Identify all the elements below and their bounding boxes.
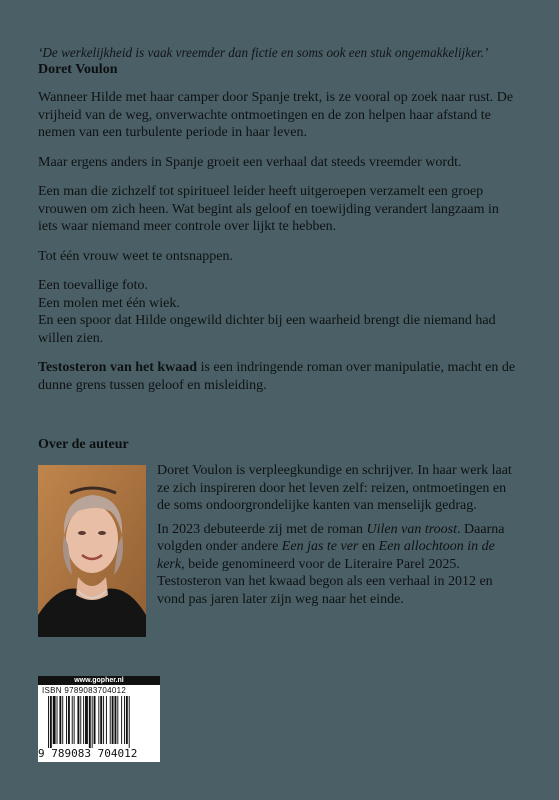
barcode-bar xyxy=(100,696,102,744)
blurb-line: Een molen met één wiek. xyxy=(38,295,180,311)
barcode-bars xyxy=(38,696,160,748)
author-photo xyxy=(38,465,146,637)
publisher-website: www.gopher.nl xyxy=(38,676,160,685)
author-bio xyxy=(157,462,519,614)
blurb-paragraph-3: Een man die zichzelf tot spiritueel leider heeft uitgeroepen verzamelt een groep vrouwen om zich heen. Wat begint als geloof en toewijding verandert langzaam in iets waar niemand meer controle over lijkt te hebben. xyxy=(38,184,499,234)
barcode-bar xyxy=(110,696,111,744)
barcode-bar xyxy=(57,696,58,744)
blurb-closing xyxy=(38,359,518,394)
barcode-bar xyxy=(94,696,96,744)
bio-paragraph-1: Doret Voulon is verpleegkundige en schrijver. In haar werk laat ze zich inspireren door het leven zelf: reizen, ontmoetingen en de soms ondoorgrondelijke kanten van menselijk gedrag. xyxy=(157,463,512,513)
quote-author: Doret Voulon xyxy=(38,62,118,77)
book-title-2: Een jas te ver xyxy=(281,539,359,554)
epigraph-quote: ‘De werkelijkheid is vaak vreemder dan fictie en soms ook een stuk ongemakkelijker.’ xyxy=(38,45,489,60)
isbn-barcode xyxy=(38,676,160,762)
barcode-digits: 9 789083 704012 xyxy=(38,747,138,760)
barcode-bar xyxy=(66,696,67,744)
blurb-line: Een toevallige foto. xyxy=(38,278,149,293)
barcode-bar xyxy=(50,696,52,748)
barcode-bar xyxy=(72,696,73,744)
barcode-bar xyxy=(129,696,130,748)
barcode-bar xyxy=(115,696,117,744)
bio-paragraph-3: Testosteron van het kwaad begon als een verhaal in 2012 en vond pas jaren later zijn weg naar het einde. xyxy=(157,574,493,607)
barcode-bar xyxy=(83,696,84,744)
about-author-heading: Over de auteur xyxy=(38,437,129,452)
blurb-paragraph-4: Tot één vrouw weet te ontsnappen. xyxy=(38,248,233,264)
barcode-bar xyxy=(74,696,75,744)
blurb-short-lines xyxy=(38,277,518,347)
barcode-bar xyxy=(59,696,61,744)
barcode-bar xyxy=(53,696,56,744)
bio-text: . Daarna volgden onder andere xyxy=(157,521,505,554)
book-title-1: Uilen van troost xyxy=(366,521,458,537)
blurb-line: En een spoor dat Hilde ongewild dichter bij een waarheid brengt die niemand had willen zien. xyxy=(38,313,496,346)
barcode-bar xyxy=(77,696,79,744)
barcode-bar xyxy=(124,696,125,744)
book-title: Testosteron van het kwaad xyxy=(38,360,198,375)
barcode-bar xyxy=(126,696,128,744)
barcode-bar xyxy=(62,696,63,744)
barcode-bar xyxy=(112,696,114,744)
blurb-closing-text: is een indringende roman over manipulatie, macht en de dunne grens tussen geloof en misleiding. xyxy=(38,360,516,393)
barcode-bar xyxy=(89,696,91,748)
barcode-bar xyxy=(121,696,122,744)
barcode-bar xyxy=(80,696,81,744)
bio-text: en xyxy=(358,539,379,554)
barcode-bar xyxy=(92,696,93,748)
barcode-bar xyxy=(106,696,107,744)
barcode-bar xyxy=(68,696,70,744)
barcode-bar xyxy=(117,696,118,744)
blurb-paragraph-2: Maar ergens anders in Spanje groeit een verhaal dat steeds vreemder wordt. xyxy=(38,154,462,170)
isbn-label: ISBN 9789083704012 xyxy=(42,686,127,695)
barcode-bar xyxy=(98,696,99,744)
bio-text: In 2023 debuteerde zij met de roman xyxy=(157,521,367,537)
barcode-bar xyxy=(103,696,104,744)
barcode-bar xyxy=(85,696,88,744)
barcode-bar xyxy=(48,696,49,748)
bio-paragraph-2 xyxy=(157,521,519,609)
book-title-3: Een allochtoon in de kerk xyxy=(157,539,495,572)
blurb-paragraph-1: Wanneer Hilde met haar camper door Spanje trekt, is ze vooral op zoek naar rust. De vrijheid van de weg, onverwachte ontmoetingen en de zon helpen haar afstand te nemen van een turbulente periode in haar leven. xyxy=(38,90,514,140)
book-blurb xyxy=(38,89,518,406)
bio-text: , beide genomineerd voor de Literaire Parel 2025. xyxy=(181,556,460,572)
